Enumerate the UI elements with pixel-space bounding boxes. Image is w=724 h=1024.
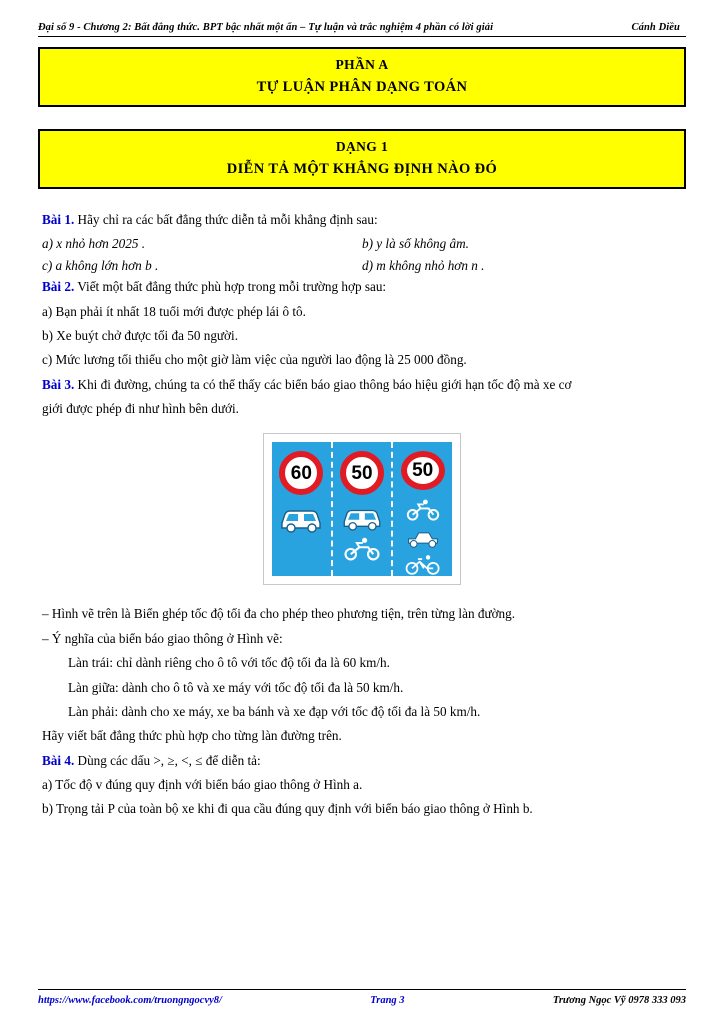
exercise-3-text-line2: giới được phép đi như hình bên dưới. bbox=[42, 401, 239, 416]
motorcycle-icon bbox=[341, 536, 383, 562]
figure-note-task: Hãy viết bất đẳng thức phù hợp cho từng làn đường trên. bbox=[42, 728, 342, 744]
figure-note-1: – Hình vẽ trên là Biển ghép tốc độ tối đa cho phép theo phương tiện, trên từng làn đường. bbox=[42, 606, 516, 622]
footer-page-number: Trang 3 bbox=[370, 995, 405, 1006]
traffic-sign-figure bbox=[42, 433, 682, 585]
banner-dang-1-line2: DIỄN TẢ MỘT KHẲNG ĐỊNH NÀO ĐÓ bbox=[226, 161, 498, 177]
speed-limit-50-right-icon: 50 bbox=[401, 451, 445, 490]
exercise-4-item-b: b) Trọng tải P của toàn bộ xe khi đi qua cầu đúng quy định với biển báo giao thông ở Hình b. bbox=[42, 801, 533, 817]
banner-part-a-line2: TỰ LUẬN PHÂN DẠNG TOÁN bbox=[256, 79, 468, 95]
figure-note-2: – Ý nghĩa của biển báo giao thông ở Hình vẽ: bbox=[42, 630, 283, 646]
exercise-1-row-cd bbox=[42, 255, 682, 276]
exercise-2-item-a: a) Bạn phải ít nhất 18 tuổi mới được phép lái ô tô. bbox=[42, 303, 306, 319]
header-divider bbox=[38, 36, 686, 37]
exercise-4-heading bbox=[42, 750, 682, 771]
car-icon bbox=[278, 503, 324, 533]
speed-limit-60-icon: 60 bbox=[279, 451, 323, 495]
header-right-text: Cánh Diều bbox=[631, 22, 680, 33]
footer-row bbox=[38, 995, 686, 1006]
exercise-2-text: Viết một bất đẳng thức phù hợp trong mỗi trường hợp sau: bbox=[77, 279, 387, 295]
exercise-2-item-c: c) Mức lương tối thiểu cho một giờ làm việc của người lao động là 25 000 đồng. bbox=[42, 352, 467, 368]
lane-right bbox=[391, 442, 452, 576]
lane-left bbox=[272, 442, 331, 576]
footer-author: Trương Ngọc Vỹ 0978 333 093 bbox=[552, 995, 686, 1006]
speed-limit-50-middle-icon: 50 bbox=[340, 451, 384, 495]
banner-dang-1-line1: DẠNG 1 bbox=[335, 139, 389, 154]
document-body bbox=[38, 209, 686, 820]
exercise-4-label: Bài 4. bbox=[42, 752, 75, 768]
car-icon bbox=[340, 503, 384, 531]
exercise-1-item-b: b) y là số không âm. bbox=[362, 236, 469, 252]
banner-dang-1 bbox=[38, 129, 686, 189]
exercise-2-heading bbox=[42, 276, 682, 297]
footer-divider bbox=[38, 989, 686, 990]
lane-left-vehicles bbox=[278, 503, 324, 533]
page-footer bbox=[38, 989, 686, 1006]
exercise-3-label: Bài 3. bbox=[42, 376, 75, 392]
banner-part-a-line1: PHẦN A bbox=[335, 57, 389, 72]
traffic-sign-image bbox=[263, 433, 461, 585]
exercise-4-text: Dùng các dấu >, ≥, <, ≤ để diễn tả: bbox=[77, 752, 261, 768]
figure-note-lane-left: Làn trái: chỉ dành riêng cho ô tô với tốc độ tối đa là 60 km/h. bbox=[68, 655, 390, 671]
motorcycle-icon bbox=[402, 498, 444, 522]
three-wheeler-icon bbox=[401, 527, 445, 549]
figure-note-lane-middle: Làn giữa: dành cho ô tô và xe máy với tốc độ tối đa là 50 km/h. bbox=[68, 679, 404, 695]
exercise-1-heading bbox=[42, 209, 682, 230]
footer-facebook-link[interactable]: https://www.facebook.com/truongngocvy8/ bbox=[38, 995, 222, 1006]
exercise-4-item-a: a) Tốc độ v đúng quy định với biển báo giao thông ở Hình a. bbox=[42, 777, 363, 792]
header-left-text: Đại số 9 - Chương 2: Bất đẳng thức. BPT bậc nhất một ẩn – Tự luận và trắc nghiệm 4 phần có lời giải bbox=[38, 22, 494, 33]
bicycle-icon bbox=[402, 554, 444, 576]
figure-note-lane-right: Làn phải: dành cho xe máy, xe ba bánh và xe đạp với tốc độ tối đa là 50 km/h. bbox=[68, 703, 481, 719]
exercise-2-item-b: b) Xe buýt chở được tối đa 50 người. bbox=[42, 327, 238, 343]
exercise-1-item-c: c) a không lớn hơn b . bbox=[42, 257, 159, 273]
exercise-3-text: Khi đi đường, chúng ta có thể thấy các biển báo giao thông báo hiệu giới hạn tốc độ mà xe cơ bbox=[77, 376, 572, 392]
page-header bbox=[38, 22, 686, 36]
traffic-sign-board bbox=[272, 442, 452, 576]
exercise-3-heading bbox=[42, 374, 682, 395]
lane-right-vehicles bbox=[401, 498, 445, 576]
exercise-1-label: Bài 1. bbox=[42, 212, 75, 227]
exercise-1-item-a: a) x nhỏ hơn 2025 . bbox=[42, 236, 146, 252]
exercise-2-label: Bài 2. bbox=[42, 279, 75, 295]
exercise-1-text: Hãy chỉ ra các bất đẳng thức diễn tả mỗi khẳng định sau: bbox=[77, 212, 378, 227]
lane-middle bbox=[331, 442, 392, 576]
exercise-1-row-ab bbox=[42, 233, 682, 254]
banner-part-a bbox=[38, 47, 686, 107]
exercise-1-item-d: d) m không nhỏ hơn n . bbox=[362, 257, 485, 273]
lane-middle-vehicles bbox=[340, 503, 384, 562]
